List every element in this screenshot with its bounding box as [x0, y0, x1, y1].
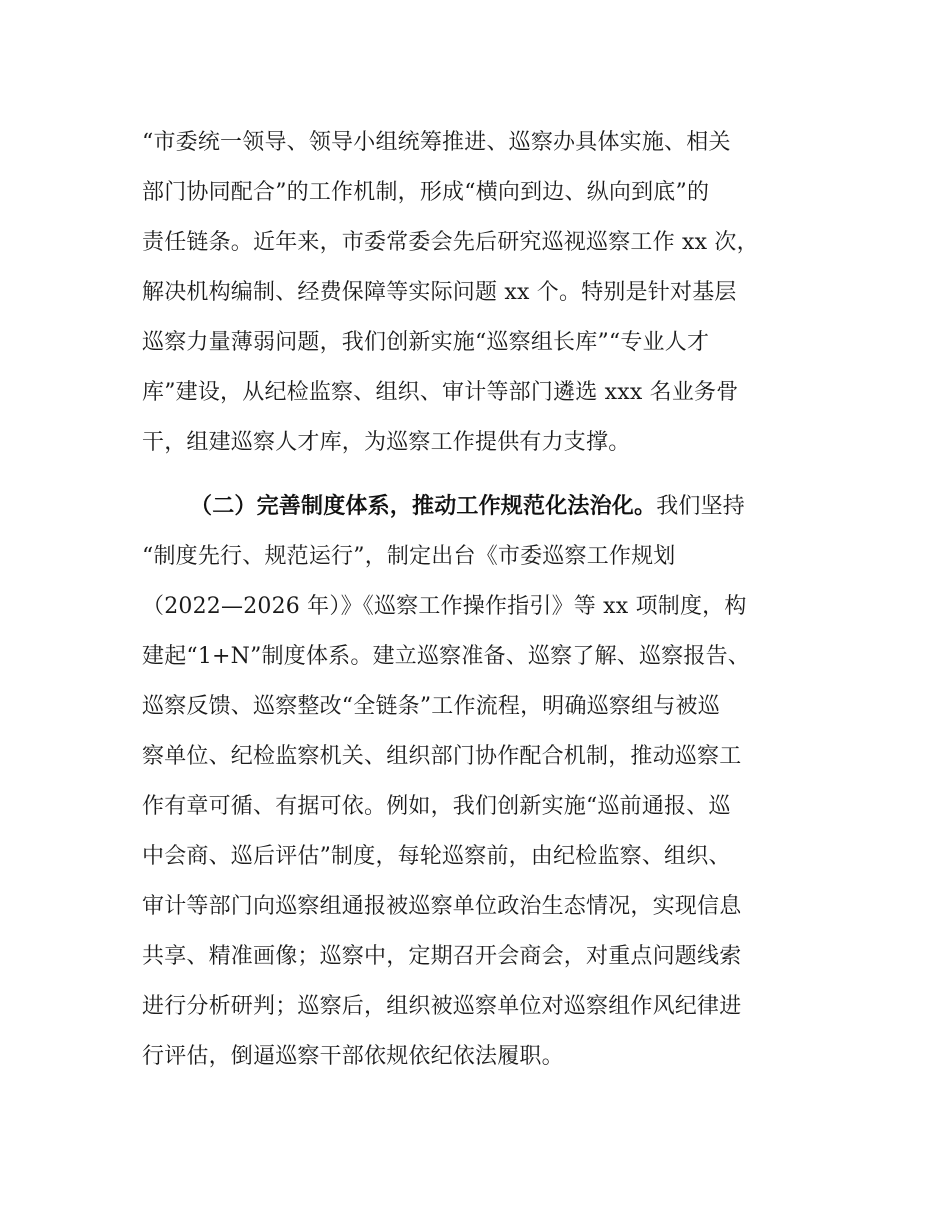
paragraph-1-line-1: “市委统一领导、领导小组统筹推进、巡察办具体实施、相关 — [142, 130, 731, 155]
paragraph-1-line-4: 解决机构编制、经费保障等实际问题 xx 个。特别是针对基层 — [142, 280, 737, 305]
section-heading: （二）完善制度体系，推动工作规范化法治化。 — [190, 494, 657, 519]
paragraph-2-line-6: 察单位、纪检监察机关、组织部门协作配合机制，推动巡察工 — [142, 744, 742, 769]
paragraph-2-line-1 — [190, 492, 745, 522]
paragraph-1-line-7: 干，组建巡察人才库，为巡察工作提供有力支撑。 — [142, 430, 631, 455]
paragraph-2-line-8: 中会商、巡后评估”制度，每轮巡察前，由纪检监察、组织、 — [142, 844, 731, 869]
paragraph-1-line-5: 巡察力量薄弱问题，我们创新实施“巡察组长库”“专业人才 — [142, 330, 710, 355]
paragraph-1-line-6: 库”建设，从纪检监察、组织、审计等部门遴选 xxx 名业务骨 — [142, 380, 739, 405]
paragraph-2-line-7: 作有章可循、有据可依。例如，我们创新实施“巡前通报、巡 — [142, 794, 731, 819]
paragraph-2-line-4: 建起“1+N”制度体系。建立巡察准备、巡察了解、巡察报告、 — [142, 644, 750, 669]
section-heading-continuation: 我们坚持 — [656, 494, 746, 519]
paragraph-2-line-12: 行评估，倒逼巡察干部依规依纪依法履职。 — [142, 1044, 564, 1069]
paragraph-2-line-10: 共享、精准画像；巡察中，定期召开会商会，对重点问题线索 — [142, 944, 742, 969]
paragraph-1-line-3: 责任链条。近年来，市委常委会先后研究巡视巡察工作 xx 次， — [142, 230, 759, 255]
paragraph-2-line-2: “制度先行、规范运行”，制定出台《市委巡察工作规划 — [142, 544, 676, 569]
paragraph-1-line-2: 部门协同配合”的工作机制，形成“横向到边、纵向到底”的 — [142, 180, 710, 205]
paragraph-2-line-3: （2022—2026 年）》《巡察工作操作指引》等 xx 项制度，构 — [142, 594, 747, 619]
paragraph-2-line-9: 审计等部门向巡察组通报被巡察单位政治生态情况，实现信息 — [142, 894, 742, 919]
paragraph-2-line-5: 巡察反馈、巡察整改“全链条”工作流程，明确巡察组与被巡 — [142, 694, 720, 719]
paragraph-2-line-11: 进行分析研判；巡察后，组织被巡察单位对巡察组作风纪律进 — [142, 994, 742, 1019]
